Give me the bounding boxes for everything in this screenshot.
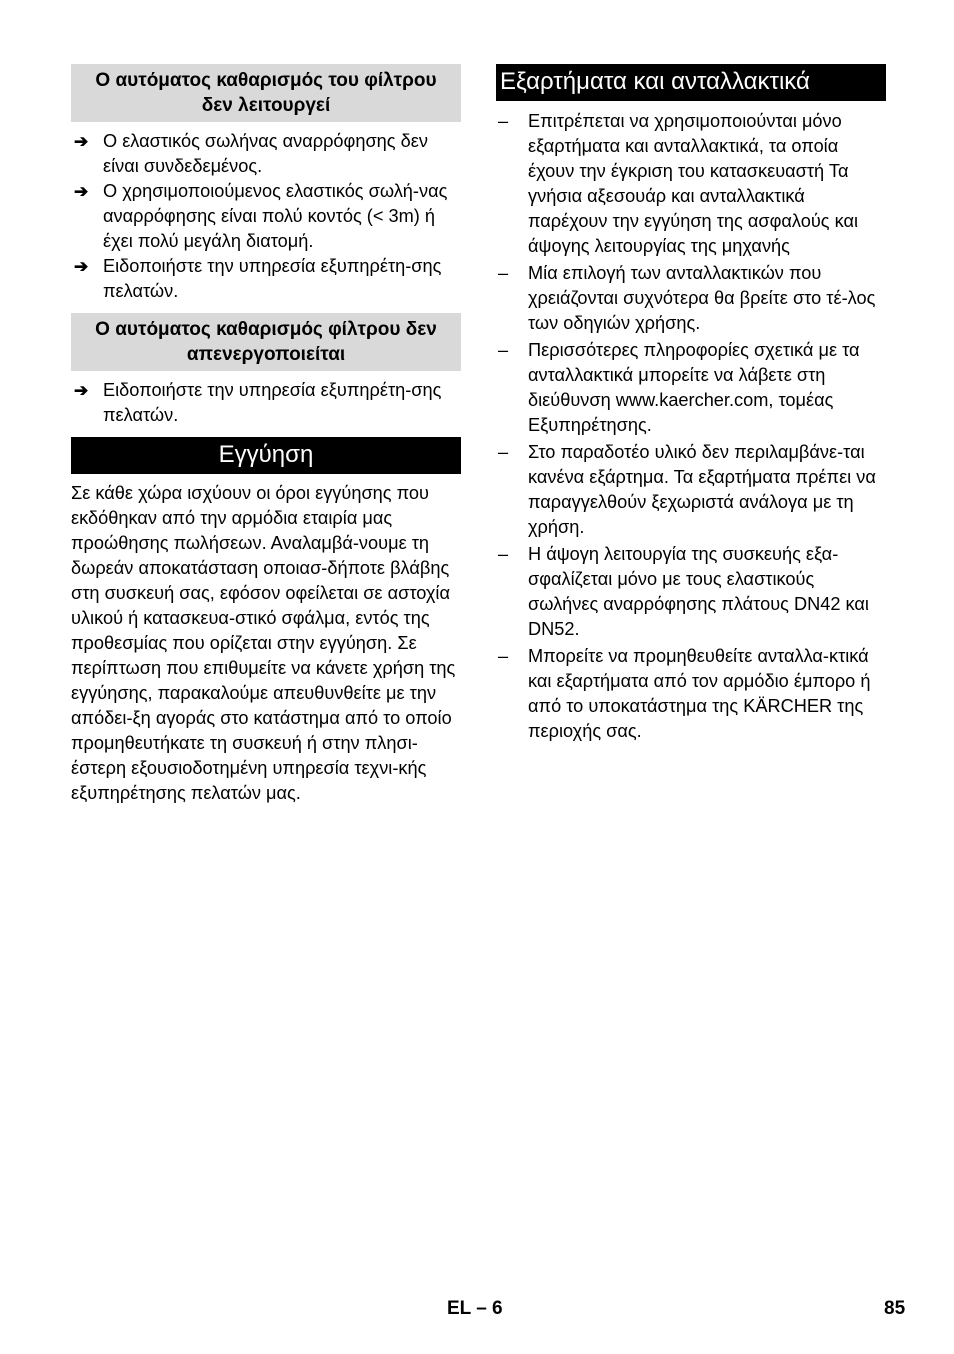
- list-item: – Μπορείτε να προμηθευθείτε ανταλλα-κτικά και εξαρτήματα από τον αρμόδιο έμπορο ή από το υποκατάστημα της KÄRCHER της περιοχής σας.: [498, 646, 871, 741]
- list-item: ➔ Ο ελαστικός σωλήνας αναρρόφησης δεν είναι συνδεδεμένος.: [74, 131, 428, 176]
- troubleshoot-heading-2: Ο αυτόματος καθαρισμός φίλτρου δεν απενεργοποιείται: [71, 313, 461, 371]
- dash-icon: –: [498, 646, 509, 666]
- arrow-right-icon: ➔: [74, 182, 89, 201]
- dash-icon: –: [498, 340, 509, 360]
- section-title-accessories: Εξαρτήματα και ανταλλακτικά: [496, 64, 886, 101]
- list-item: – Περισσότερες πληροφορίες σχετικά με τα ανταλλακτικά μπορείτε να λάβετε στη διεύθυνση www.kaercher.com, τομέας Εξυπηρέτησης.: [498, 340, 860, 435]
- troubleshoot-heading-1: Ο αυτόματος καθαρισμός του φίλτρου δεν λειτουργεί: [71, 64, 461, 122]
- section-title-warranty: Εγγύηση: [71, 437, 461, 474]
- arrow-right-icon: ➔: [74, 132, 89, 151]
- list-item: – Η άψογη λειτουργία της συσκευής εξα-σφαλίζεται μόνο με τους ελαστικούς σωλήνες αναρρόφησης πλάτους DN42 και DN52.: [498, 544, 869, 639]
- warranty-paragraph: Σε κάθε χώρα ισχύουν οι όροι εγγύησης που εκδόθηκαν από την αρμόδια εταιρία μας προώθησης πωλήσεων. Αναλαμβά-νουμε τη δωρεάν αποκατάσταση οποιασ-δήποτε βλάβης στη συσκευή σας, εφόσον οφείλεται σε αστοχία υλικού ή κατασκευα-στικό σφάλμα, εντός της προθεσμίας που ορίζεται στην εγγύηση. Σε περίπτωση που επιθυμείτε να κάνετε χρήση της εγγύησης, παρακαλούμε απευθυνθείτε με την απόδει-ξη αγοράς στο κατάστημα από το οποίο προμηθευτήκατε τη συσκευή ή στην πλησι-έστερη εξουσιοδοτημένη υπηρεσία τεχνι-κής εξυπηρέτησης πελατών μας.: [71, 483, 456, 803]
- list-item: ➔ Ειδοποιήστε την υπηρεσία εξυπηρέτη-σης πελατών.: [74, 380, 442, 425]
- list-item: – Μία επιλογή των ανταλλακτικών που χρειάζονται συχνότερα θα βρείτε στο τέ-λος των οδηγιών χρήσης.: [498, 263, 876, 333]
- dash-icon: –: [498, 263, 509, 283]
- page-number: 85: [884, 1298, 906, 1319]
- list-item: ➔ Ειδοποιήστε την υπηρεσία εξυπηρέτη-σης πελατών.: [74, 256, 442, 301]
- dash-icon: –: [498, 442, 509, 462]
- left-column: [71, 64, 461, 806]
- list-item: – Επιτρέπεται να χρησιμοποιούνται μόνο εξαρτήματα και ανταλλακτικά, τα οποία έχουν την έγκριση του κατασκευαστή Τα γνήσια αξεσουάρ και ανταλλακτικά παρέχουν την εγγύηση της ασφαλούς και άψογης λειτουργίας της μηχανής: [498, 111, 859, 256]
- arrow-right-icon: ➔: [74, 257, 89, 276]
- list-item: ➔ Ο χρησιμοποιούμενος ελαστικός σωλή-νας αναρρόφησης είναι πολύ κοντός (< 3m) ή έχει πολύ μεγάλη διατομή.: [74, 181, 448, 251]
- right-column: [496, 64, 886, 746]
- action-list-2: [71, 378, 461, 428]
- accessories-list: [496, 109, 886, 744]
- dash-icon: –: [498, 111, 509, 131]
- list-item: – Στο παραδοτέο υλικό δεν περιλαμβάνε-ται κανένα εξάρτημα. Τα εξαρτήματα πρέπει να παραγγελθούν ξεχωριστά ανάλογα με τη χρήση.: [498, 442, 876, 537]
- action-list-1: [71, 129, 461, 304]
- footer-language-code: EL – 6: [447, 1298, 503, 1319]
- dash-icon: –: [498, 544, 509, 564]
- arrow-right-icon: ➔: [74, 381, 89, 400]
